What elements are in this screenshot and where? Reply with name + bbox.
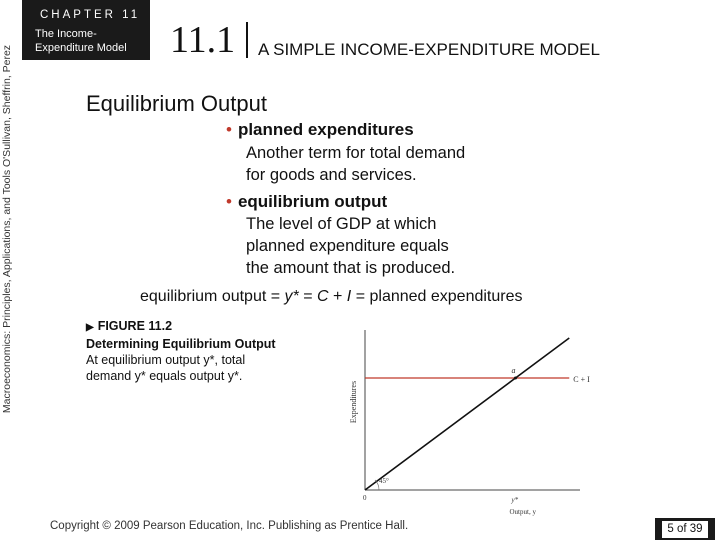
definition-line: planned expenditure equals — [246, 237, 449, 255]
copyright-footer: Copyright © 2009 Pearson Education, Inc. Publishing as Prentice Hall. — [50, 520, 409, 532]
vertical-book-title: Macroeconomics: Principles, Applications, and Tools O'Sullivan, Sheffrin, Perez — [1, 44, 13, 414]
section-number: 11.1 — [170, 19, 236, 61]
origin-label: 0 — [363, 494, 367, 502]
figure-label-row — [86, 318, 276, 336]
page-number: 5 of 39 — [662, 521, 708, 538]
chapter-header — [22, 0, 150, 60]
figure-caption-line: demand y* equals output y*. — [86, 369, 243, 383]
definition-line: the amount that is produced. — [246, 259, 456, 277]
definition-line: The level of GDP at which — [246, 215, 437, 233]
y-axis-label: Expenditures — [349, 380, 358, 424]
angle-label: 45° — [379, 477, 389, 485]
page-indicator — [655, 518, 715, 540]
definition-line: Another term for total demand — [246, 144, 466, 162]
definition-equilibrium-output — [246, 213, 455, 279]
slide-title: Equilibrium Output — [86, 91, 267, 116]
bullet-term: equilibrium output — [237, 192, 388, 211]
bullet-dot-icon: • — [226, 192, 232, 211]
chapter-label: CHAPTER 11 — [40, 9, 141, 21]
figure-caption-line: At equilibrium output y*, total — [86, 353, 246, 367]
section-divider — [246, 22, 248, 58]
equation-i: I — [346, 288, 352, 305]
definition-line: for goods and services. — [246, 166, 417, 184]
equilibrium-chart — [340, 325, 600, 520]
bullet-planned-expenditures — [226, 120, 414, 140]
section-title: A SIMPLE INCOME-EXPENDITURE MODEL — [258, 40, 600, 59]
equation-plus: + — [328, 288, 347, 305]
equation-c: C — [317, 288, 329, 305]
equilibrium-equation — [140, 288, 523, 306]
bullet-equilibrium-output — [226, 192, 387, 212]
equilibrium-point-label: a — [511, 366, 516, 375]
x-tick-label: y* — [511, 496, 519, 504]
figure-caption — [86, 318, 276, 384]
equation-suffix: = planned expenditures — [351, 288, 523, 305]
definition-planned-expenditures — [246, 142, 465, 186]
x-axis-label: Output, y — [509, 508, 536, 516]
equation-y: y* — [284, 288, 299, 305]
series-label: C + I — [573, 375, 590, 384]
figure-title: Determining Equilibrium Output — [86, 337, 276, 351]
bullet-term: planned expenditures — [237, 120, 414, 139]
figure-number: FIGURE 11.2 — [97, 319, 173, 333]
equation-prefix: equilibrium output = — [140, 288, 285, 305]
chapter-subtitle: The Income-Expenditure Model — [35, 28, 127, 54]
triangle-right-icon: ▶ — [86, 322, 94, 333]
equilibrium-point — [514, 377, 517, 380]
series-line-45-degree — [365, 338, 569, 490]
equation-equals: = — [298, 288, 317, 305]
bullet-dot-icon: • — [226, 120, 232, 139]
